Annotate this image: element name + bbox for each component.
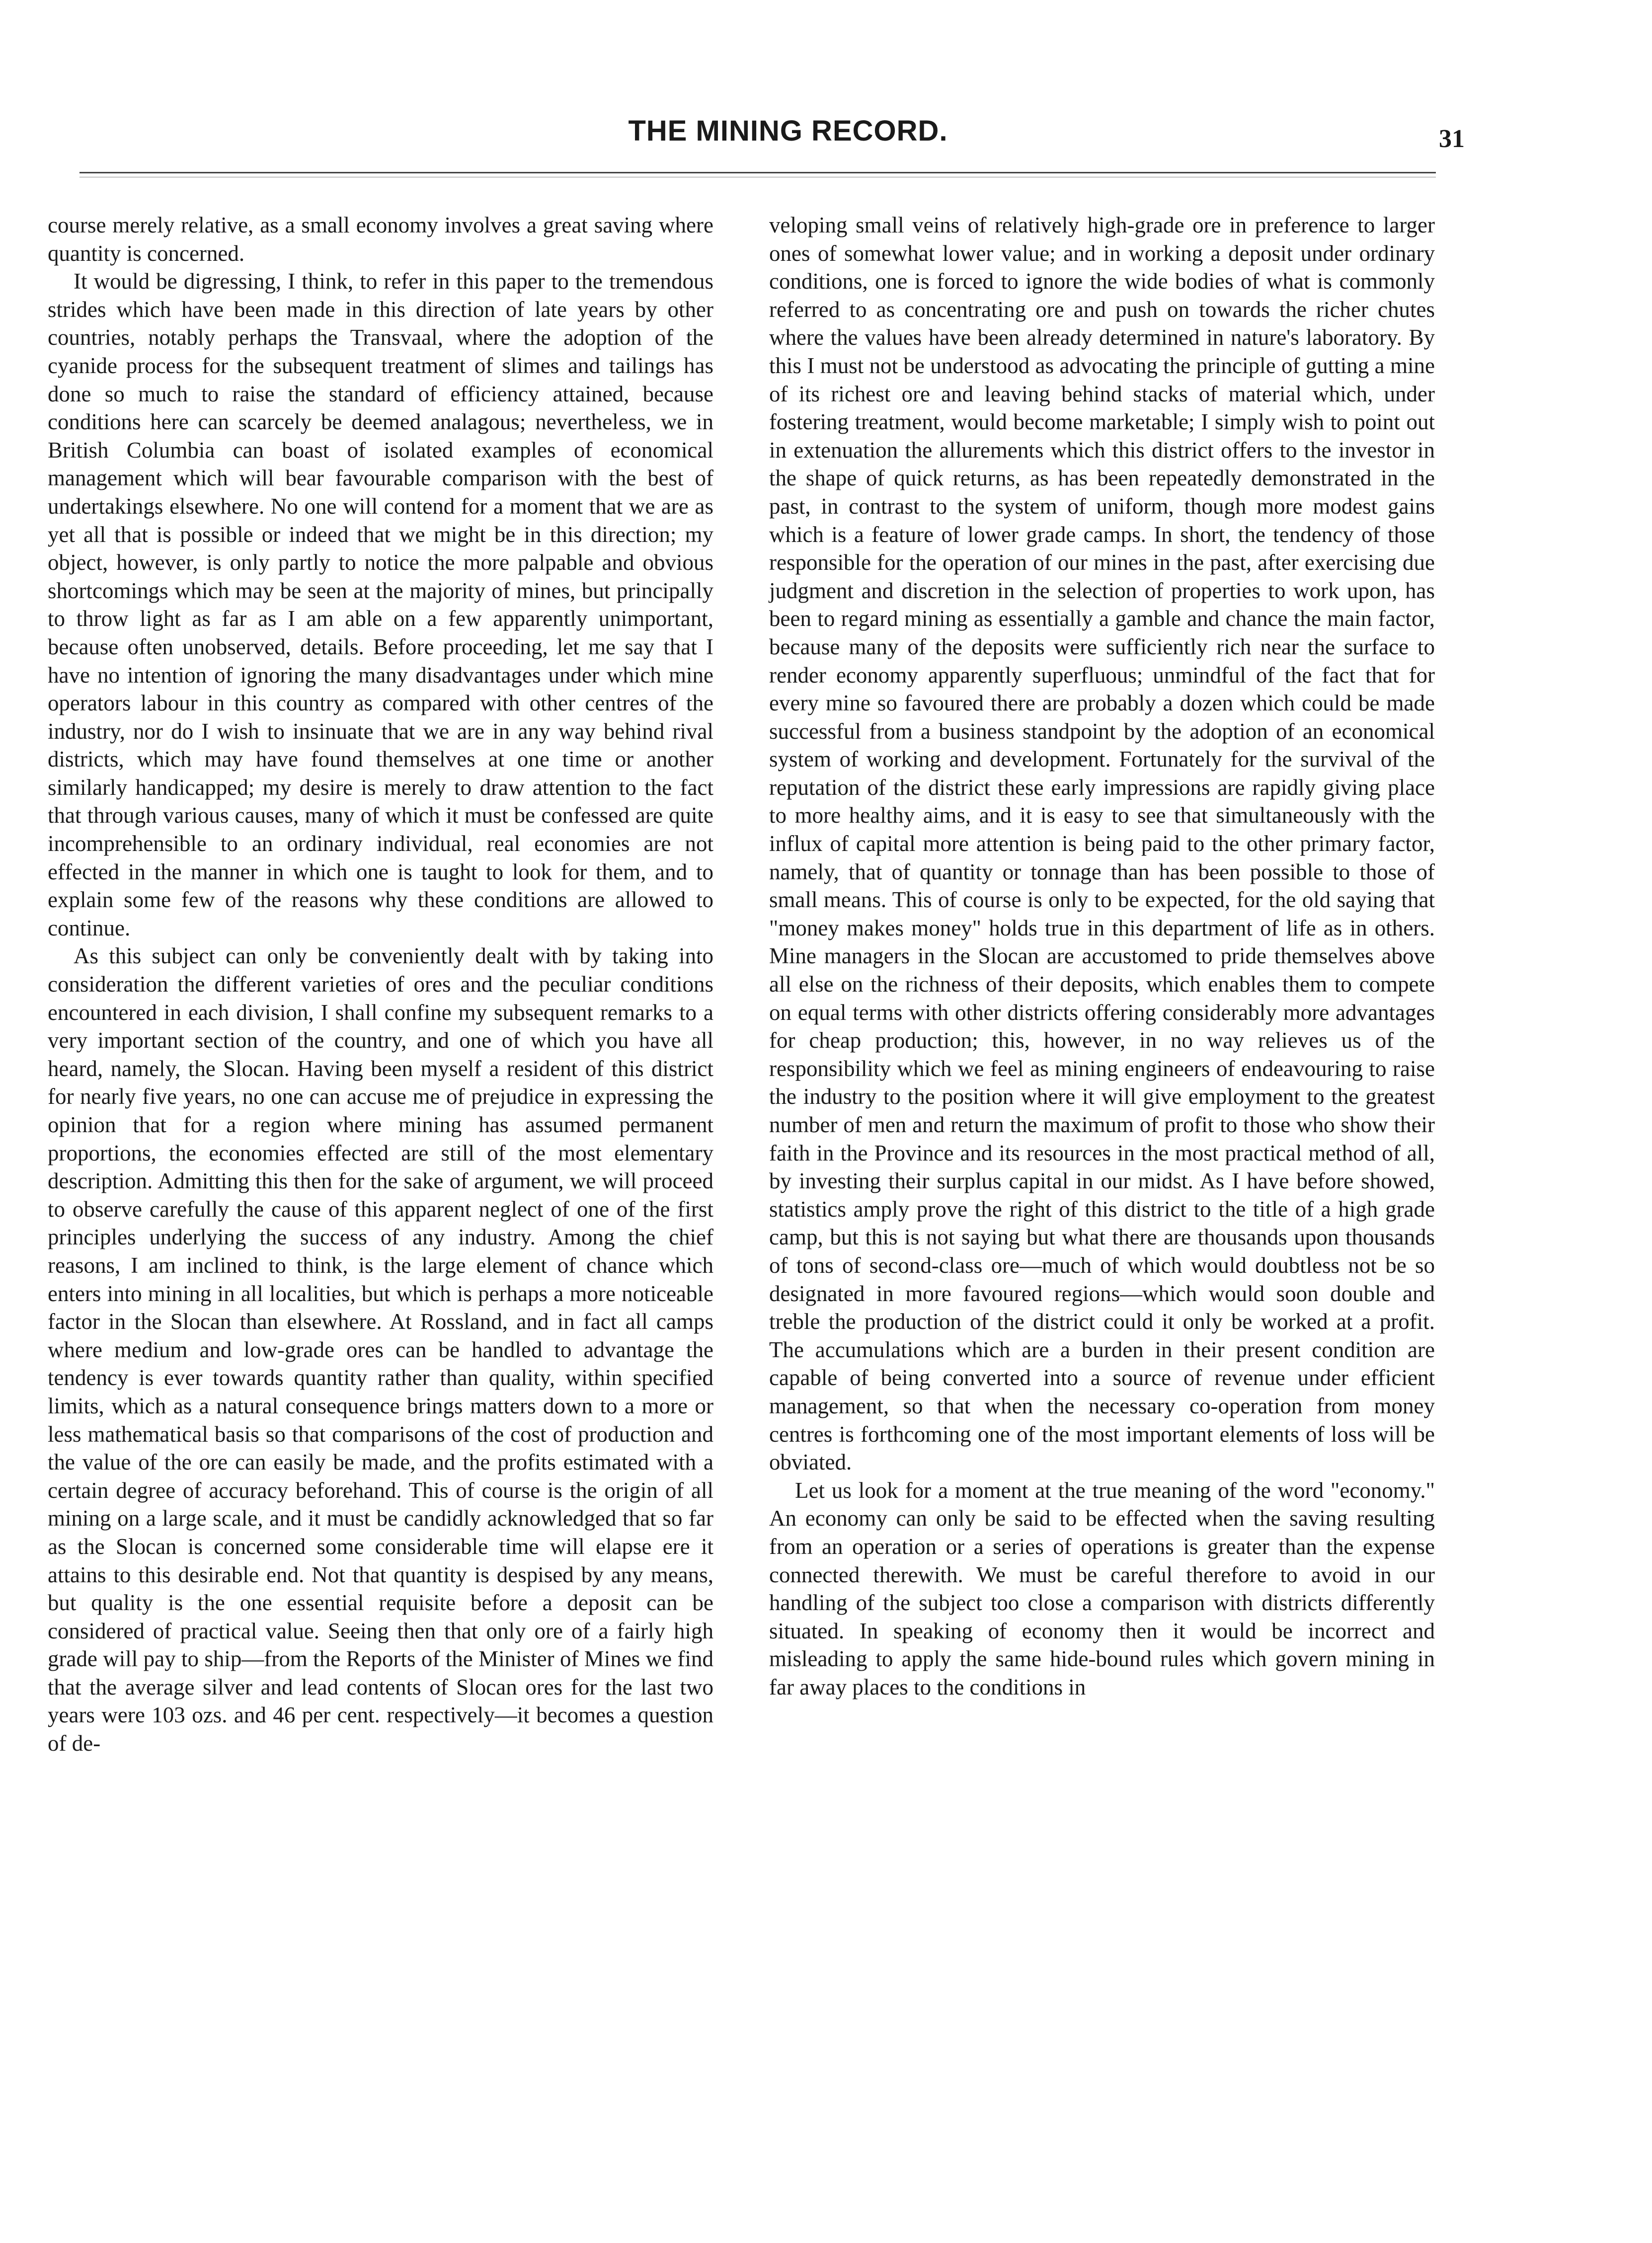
- paragraph: Let us look for a moment at the true meaning of the word "economy." An economy can only be said to be effected when the saving resulting from an operation or a series of operations is greater than the expense connected therewith. We must be careful therefore to avoid in our handling of the subject too close a comparison with districts differently situated. In speaking of economy then it would be incorrect and misleading to apply the same hide-bound rules which govern mining in far away places to the conditions in: [769, 1477, 1435, 1700]
- page-header: [48, 99, 1484, 159]
- left-column: [48, 211, 713, 1758]
- page-number: 31: [1439, 125, 1465, 153]
- paragraph: veloping small veins of relatively high-grade ore in preference to larger ones of somewhat lower value; and in working a deposit under ordinary conditions, one is forced to ignore the wide bodies of what is commonly referred to as concentrating ore and push on towards the richer chutes where the values have been already determined in nature's laboratory. By this I must not be understood as advocating the principle of gutting a mine of its richest ore and leaving behind stacks of material which, under fostering treatment, would become marketable; I simply wish to point out in extenuation the allurements which this district offers to the investor in the shape of quick returns, as has been repeatedly demonstrated in the past, in contrast to the system of uniform, though more modest gains which is a feature of lower grade camps. In short, the tendency of those responsible for the operation of our mines in the past, after exercising due judgment and discretion in the selection of properties to work upon, has been to regard mining as essentially a gamble and chance the main factor, because many of the deposits were sufficiently rich near the surface to render economy apparently superfluous; unmindful of the fact that for every mine so favoured there are probably a dozen which could be made successful from a business standpoint by the adoption of an economical system of working and development. Fortunately for the survival of the reputation of the district these early impressions are rapidly giving place to more healthy aims, and it is easy to see that simultaneously with the influx of capital more attention is being paid to the other primary factor, namely, that of quantity or tonnage than has been possible to those of small means. This of course is only to be expected, for the old saying that "money makes money" holds true in this department of life as in others. Mine managers in the Slocan are accustomed to pride themselves above all else on the richness of their deposits, which enables them to compete on equal terms with other districts offering considerably more advantages for cheap production; this, however, in no way relieves us of the responsibility which we feel as mining engineers of endeavouring to raise the industry to the position where it will give employment to the greatest number of men and return the maximum of profit to those who show their faith in the Province and its resources in the most practical method of all, by investing their surplus capital in our midst. As I have before showed, statistics amply prove the right of this district to the title of a high grade camp, but this is not saying but what there are thousands upon thousands of tons of second-class ore—much of which would doubtless not be so designated in more favoured regions—which would soon double and treble the production of the district could it only be worked at a profit. The accumulations which are a burden in their present condition are capable of being converted into a source of revenue under efficient management, so that when the necessary co-operation from money centres is forthcoming one of the most important elements of loss will be obviated.: [769, 213, 1435, 1475]
- right-column: [769, 211, 1435, 1701]
- header-rule: [79, 172, 1436, 173]
- paragraph: It would be digressing, I think, to refer in this paper to the tremendous strides which have been made in this direction of late years by other countries, notably perhaps the Transvaal, where the adoption of the cyanide process for the subsequent treatment of slimes and tailings has done so much to raise the standard of efficiency attained, because conditions here can scarcely be deemed analagous; nevertheless, we in British Columbia can boast of isolated examples of economical management which will bear favourable comparison with the best of undertakings elsewhere. No one will contend for a moment that we are as yet all that is possible or indeed that we might be in this direction; my object, however, is only partly to notice the more palpable and obvious shortcomings which may be seen at the majority of mines, but principally to throw light as far as I am able on a few apparently unimportant, because often unobserved, details. Before proceeding, let me say that I have no intention of ignoring the many disadvantages under which mine operators labour in this country as compared with other centres of the industry, nor do I wish to insinuate that we are in any way behind rival districts, which may have found themselves at one time or another similarly handicapped; my desire is merely to draw attention to the fact that through various causes, many of which it must be confessed are quite incomprehensible to an ordinary individual, real economies are not effected in the manner in which one is taught to look for them, and to explain some few of the reasons why these conditions are allowed to continue.: [48, 269, 713, 940]
- journal-title: THE MINING RECORD.: [628, 115, 948, 147]
- paragraph: course merely relative, as a small economy involves a great saving where quantity is concerned.: [48, 213, 713, 266]
- paragraph: As this subject can only be conveniently dealt with by taking into consideration the different varieties of ores and the peculiar conditions encountered in each division, I shall confine my subsequent remarks to a very important section of the country, and one of which you have all heard, namely, the Slocan. Having been myself a resident of this district for nearly five years, no one can accuse me of prejudice in expressing the opinion that for a region where mining has assumed permanent proportions, the economies effected are still of the most elementary description. Admitting this then for the sake of argument, we will proceed to observe carefully the cause of this apparent neglect of one of the first principles underlying the success of any industry. Among the chief reasons, I am inclined to think, is the large element of chance which enters into mining in all localities, but which is perhaps a more noticeable factor in the Slocan than elsewhere. At Rossland, and in fact all camps where medium and low-grade ores can be handled to advantage the tendency is ever towards quantity rather than quality, within specified limits, which as a natural consequence brings matters down to a more or less mathematical basis so that comparisons of the cost of production and the value of the ore can easily be made, and the profits estimated with a certain degree of accuracy beforehand. This of course is the origin of all mining on a large scale, and it must be candidly acknowledged that so far as the Slocan is concerned some considerable time will elapse ere it attains to this desirable end. Not that quantity is despised by any means, but quality is the one essential requisite before a deposit can be considered of practical value. Seeing then that only ore of a fairly high grade will pay to ship—from the Reports of the Minister of Mines we find that the average silver and lead contents of Slocan ores for the last two years were 103 ozs. and 46 per cent. respectively—it becomes a question of de-: [48, 943, 713, 1756]
